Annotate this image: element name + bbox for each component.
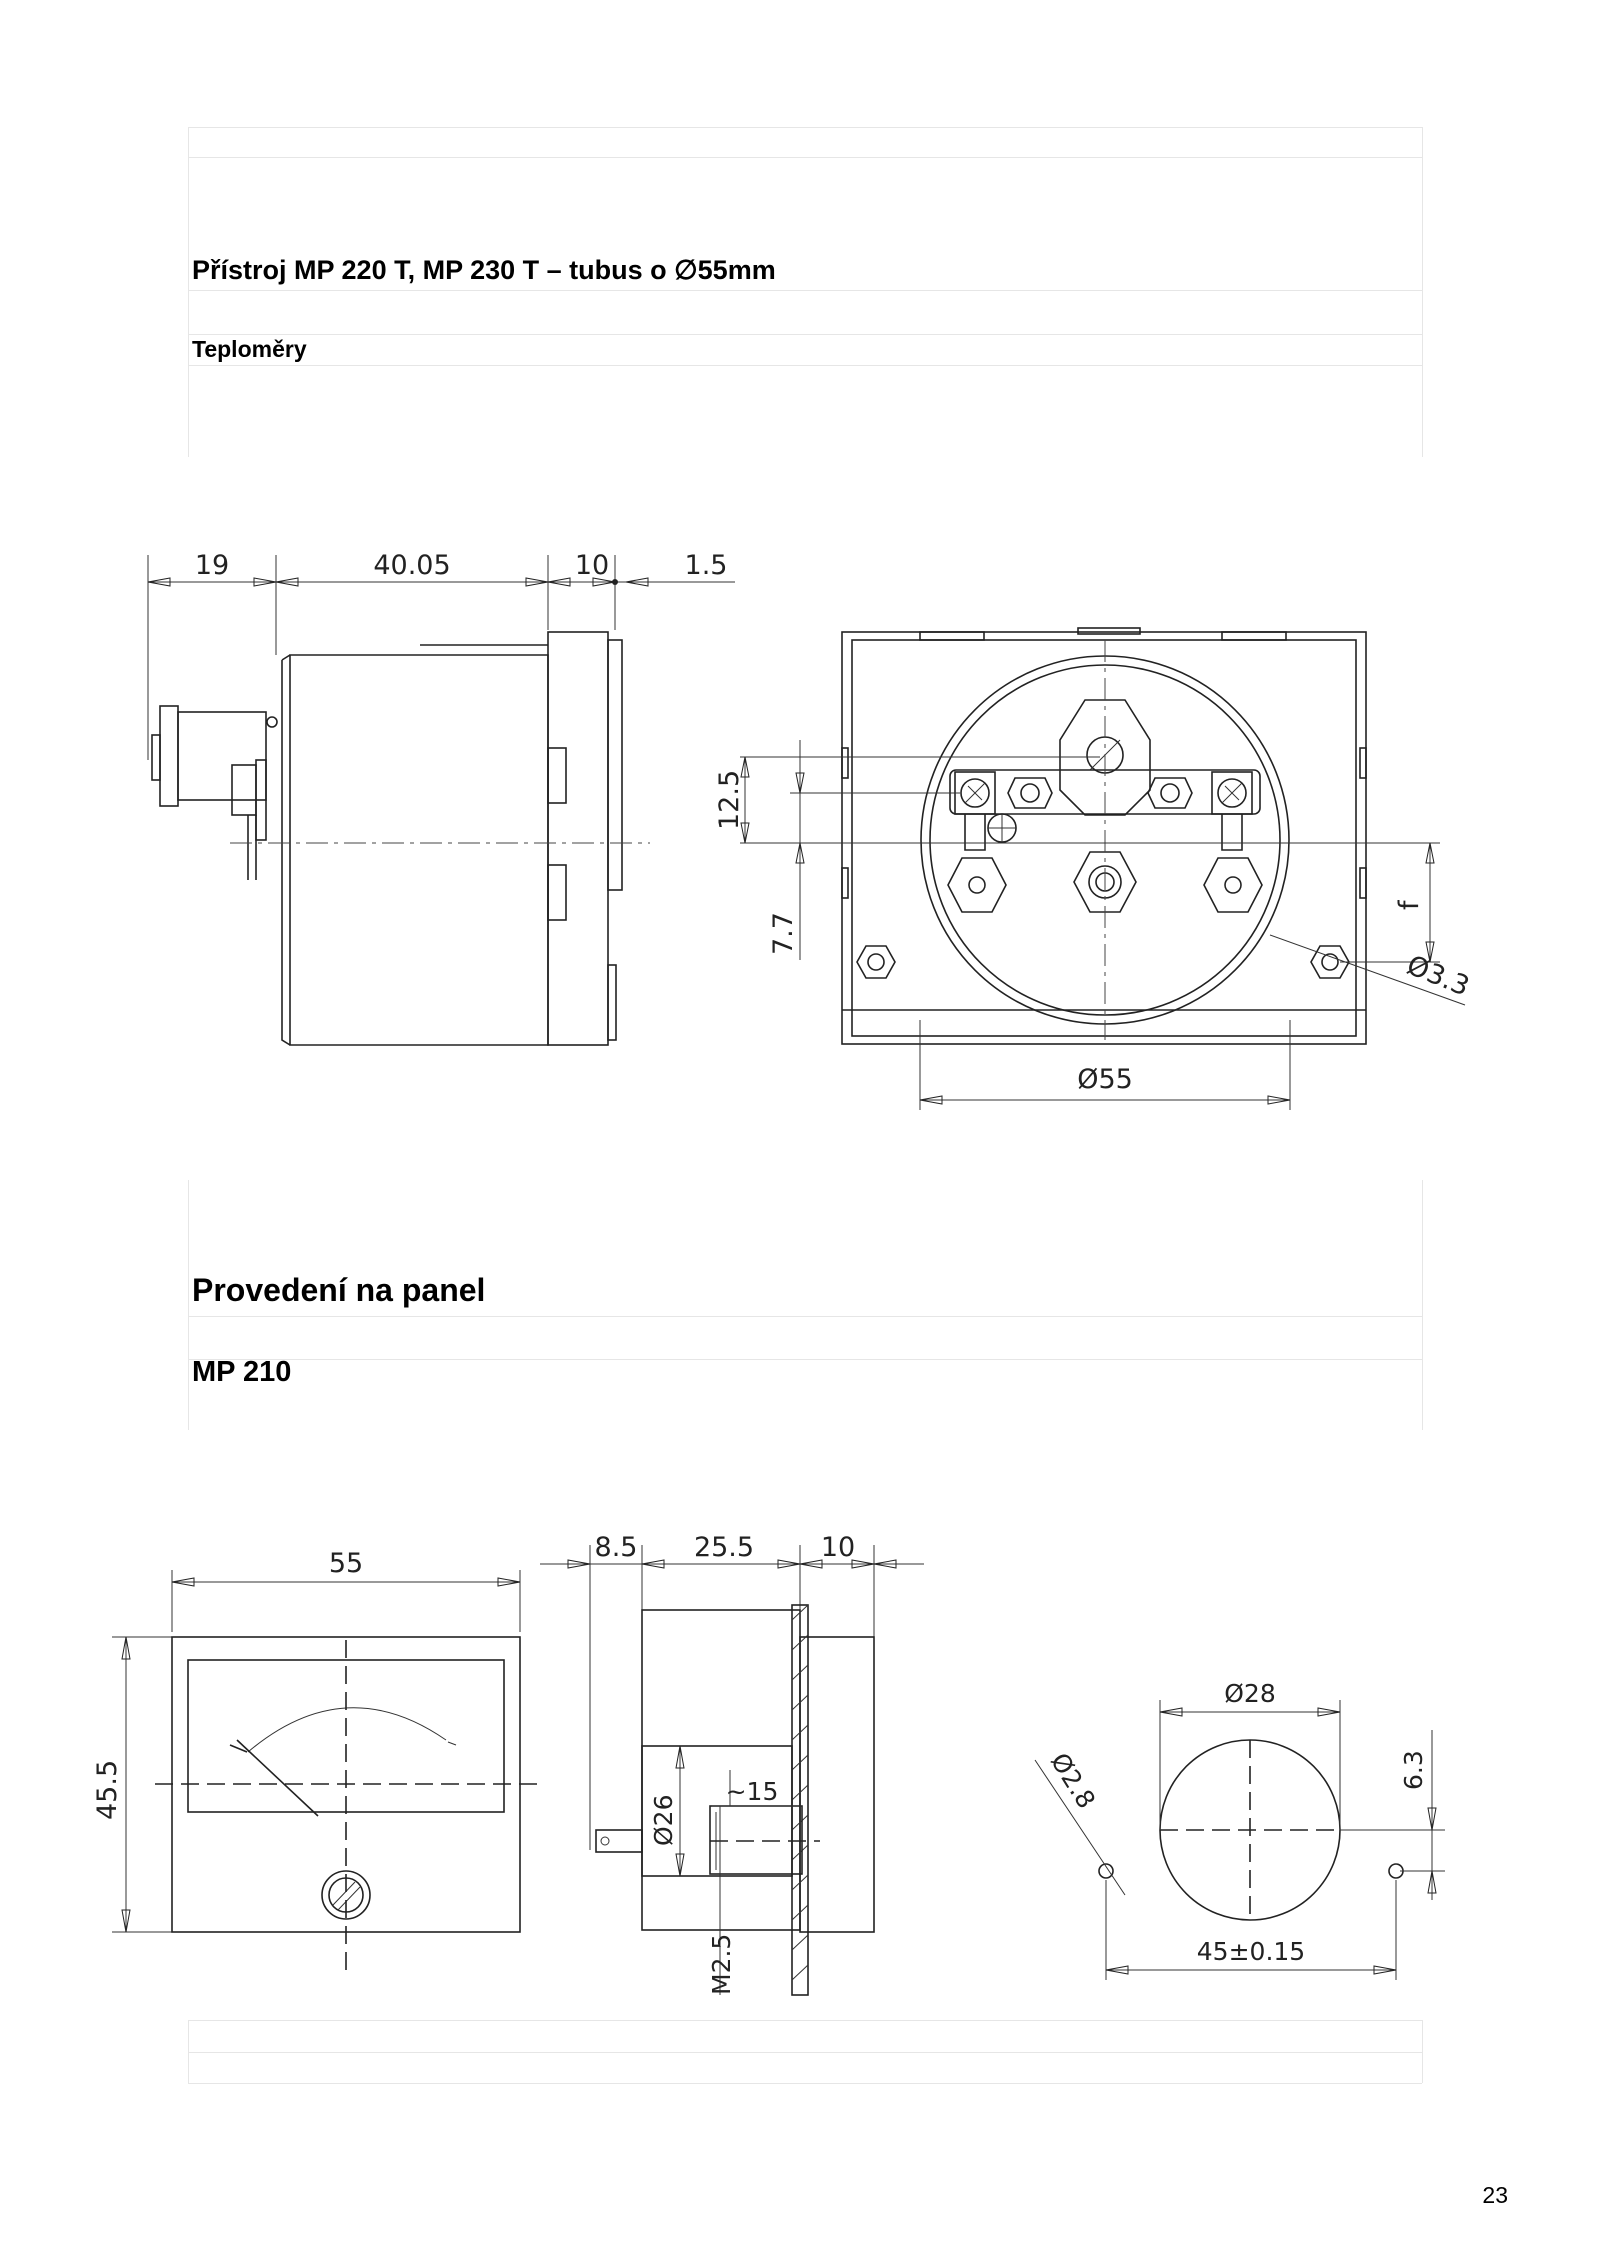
- dim-label: 7.7: [768, 912, 799, 955]
- section-title: Provedení na panel: [192, 1272, 486, 1308]
- dim-label: Ø55: [1077, 1064, 1133, 1095]
- dim-label: Ø26: [649, 1794, 678, 1846]
- dim-label: Ø2.8: [1044, 1747, 1102, 1814]
- dim-label: M2.5: [707, 1933, 736, 1995]
- dim-label: 10: [820, 1532, 856, 1563]
- dim-label: 8.5: [594, 1532, 638, 1563]
- dim-label: ~15: [725, 1777, 779, 1806]
- dim-label: 19: [194, 550, 230, 581]
- dim-label: 40.05: [373, 550, 451, 581]
- dim-label: 45.5: [92, 1759, 123, 1820]
- dim-label: Ø3.3: [1402, 949, 1474, 1003]
- dim-label: 45±0.15: [1196, 1937, 1306, 1966]
- dim-label: 6.3: [1399, 1750, 1428, 1790]
- dim-label: 55: [328, 1548, 364, 1579]
- dim-label: f: [1394, 900, 1425, 910]
- section-subtitle: MP 210: [192, 1356, 292, 1388]
- dim-label: 1.5: [684, 550, 728, 581]
- dim-label: 12.5: [714, 769, 745, 830]
- page-number: 23: [1482, 2182, 1508, 2208]
- dim-label: Ø28: [1224, 1679, 1276, 1708]
- dim-label: 10: [574, 550, 610, 581]
- dim-label: 25.5: [693, 1532, 755, 1563]
- section-title: Přístroj MP 220 T, MP 230 T – tubus o ∅55mm: [192, 255, 776, 285]
- section-subtitle: Teploměry: [192, 336, 307, 362]
